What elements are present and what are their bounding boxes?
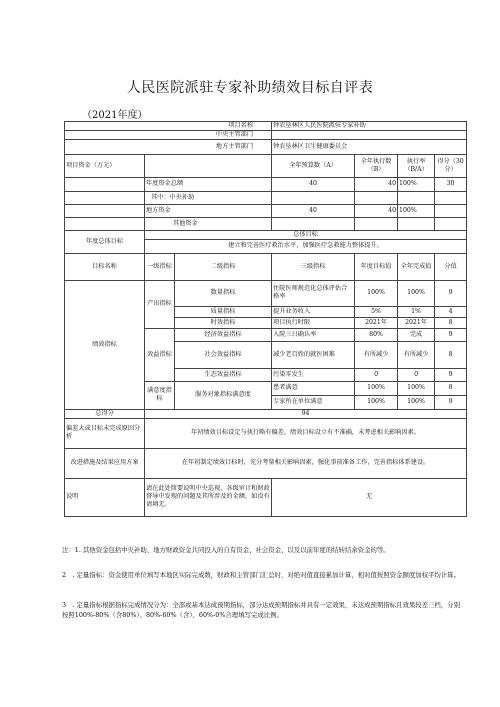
fund-row-total-budget: 40 <box>272 177 355 191</box>
overall-goal-content: 建立和完善医疗救治水平，加强医疗急救能力整体提升。 <box>145 239 467 253</box>
fund-row-total-label: 年度资金总额 <box>145 177 272 191</box>
deviation-content: 年初绩效目标设定与执行略有偏差，绩效目标设立有不准确，未考虑相关影响因素。 <box>145 418 467 448</box>
target-cell: 2021年 <box>355 317 398 328</box>
score-header: 得分（30分） <box>435 154 467 177</box>
note-3: 3 . 定量指标根据指标完成情况分为：全部或基本达成预期指标，部分达成预期指标并具有一定效果，未达成预期指标且效果较差三档，分别按照100%-80%（含80%）、80%-60%（含）、60%-0%合理填写完成比例。 <box>62 601 460 620</box>
central-dept-value <box>272 130 467 139</box>
points-cell: 9 <box>435 395 467 409</box>
points-cell: 8 <box>435 381 467 395</box>
fund-row-other-score <box>435 217 467 230</box>
deviation-label: 偏差大或目标未完成原因分析 <box>65 418 145 448</box>
remarks-content: 无 <box>272 478 467 516</box>
overall-goal-label: 年度总体目标 <box>65 230 145 253</box>
fund-row-central-label: 其中：中央补助 <box>145 191 272 204</box>
rate-header: 执行率（B/A） <box>398 154 435 177</box>
actual-cell: 100% <box>398 381 435 395</box>
target-cell: 80% <box>355 328 398 341</box>
improvement-label: 改进措施及结果应用方案 <box>65 448 145 478</box>
fund-row-other-label: 其他资金 <box>145 217 272 230</box>
points-cell: 8 <box>435 317 467 328</box>
budget-header: 全年预算数（A） <box>272 154 355 177</box>
funds-blank <box>65 204 145 217</box>
level2-cell: 数量指标 <box>175 280 272 306</box>
central-dept-label: 中央主管部门 <box>65 130 272 139</box>
target-cell: 0 <box>355 368 398 381</box>
report-year: （2021年度） <box>82 110 148 121</box>
fund-row-total-executed: 40 <box>355 177 398 191</box>
fund-row-central-executed <box>355 191 398 204</box>
target-cell: 100% <box>355 395 398 409</box>
level1-header: 一级指标 <box>145 253 175 280</box>
local-dept-value: 钟农垦林区卫生健康委员会 <box>272 139 467 154</box>
target-header: 年度目标值 <box>355 253 398 280</box>
level2-cell: 生态效益指标 <box>175 368 272 381</box>
fund-row-local-rate: 100% <box>398 204 435 217</box>
level3-cell: 减少老百姓的就医困难 <box>272 341 355 368</box>
project-name-label: 项目名称 <box>65 122 272 131</box>
page-title: 人民医院派驻专家补助绩效目标自评表 <box>126 80 374 96</box>
fund-row-total-score: 30 <box>435 177 467 191</box>
evaluation-table <box>64 121 467 517</box>
points-cell: 4 <box>435 306 467 317</box>
level3-cell: 入院三日确认率 <box>272 328 355 341</box>
points-cell: 8 <box>435 341 467 368</box>
level3-cell: 提升业务收入 <box>272 306 355 317</box>
improvement-content: 在年初制定绩效目标时，充分考量相关影响因素，强化事前准备工作，完善指标体系建设。 <box>145 448 467 478</box>
funds-header-blank <box>145 154 272 177</box>
level2-cell: 经济效益指标 <box>175 328 272 341</box>
actual-cell: 完成 <box>398 328 435 341</box>
level2-header: 二级指标 <box>175 253 272 280</box>
level2-cell: 质量指标 <box>175 306 272 317</box>
fund-row-central-rate <box>398 191 435 204</box>
level3-header: 三级指标 <box>272 253 355 280</box>
level2-cell: 社会效益指标 <box>175 341 272 368</box>
actual-header: 全年完成值 <box>398 253 435 280</box>
actual-cell: 100% <box>398 395 435 409</box>
target-cell: 有所减少 <box>355 341 398 368</box>
level1-output: 产出指标 <box>145 280 175 328</box>
actual-cell: 0 <box>398 368 435 381</box>
total-score-value: 94 <box>145 409 467 418</box>
actual-cell: 有所减少 <box>398 341 435 368</box>
points-cell: 9 <box>435 280 467 306</box>
level2-cell: 时效指标 <box>175 317 272 328</box>
remarks-hint: 请在此处简要说明中央巡视、各级审计和财政督导中发现的问题及其所涉及的金额，如没有请填无。 <box>145 478 272 516</box>
overall-goal-header: 总体目标 <box>145 230 467 239</box>
note-1: 注：1. 其他资金包括中央补助、地方财政资金共同投入的自有资金、社会资金、以及以前年度的结转结余资金的等。 <box>62 546 390 554</box>
funds-label: 项目资金（万元） <box>65 154 145 177</box>
actual-cell: 100% <box>398 280 435 306</box>
goal-name-header: 目标名称 <box>65 253 145 280</box>
level3-cell: 专家所在单位满意 <box>272 395 355 409</box>
points-header: 分值 <box>435 253 467 280</box>
fund-row-central-budget <box>272 191 355 204</box>
level1-satisfaction: 满意度指标 <box>145 381 175 409</box>
funds-blank <box>65 177 145 191</box>
executed-header: 全年执行数（B） <box>355 154 398 177</box>
level3-cell: 项目执行时限 <box>272 317 355 328</box>
fund-row-other-rate <box>398 217 435 230</box>
actual-cell: 2021年 <box>398 317 435 328</box>
total-score-label: 总得分 <box>65 409 145 418</box>
target-cell: 5% <box>355 306 398 317</box>
fund-row-local-executed: 40 <box>355 204 398 217</box>
note-2: 2 . 定量指标：资金使用单位填写本地区实际完成数，财政和主管部门汇总时，对绝对值直接累加计算，相对值按照资金额度加权平均计算。 <box>62 571 460 579</box>
level3-cell: 患者满意 <box>272 381 355 395</box>
level2-cell: 服务对象指标满意度 <box>175 381 272 409</box>
fund-row-total-rate: 100% <box>398 177 435 191</box>
fund-row-other-executed <box>355 217 398 230</box>
level1-benefit: 效益指标 <box>145 328 175 381</box>
local-dept-label: 地方主管部门 <box>65 139 272 154</box>
actual-cell: 1% <box>398 306 435 317</box>
points-cell: 9 <box>435 328 467 341</box>
target-cell: 100% <box>355 381 398 395</box>
fund-row-local-score <box>435 204 467 217</box>
target-cell: 100% <box>355 280 398 306</box>
level3-cell: 污染零发生 <box>272 368 355 381</box>
level3-cell: 住院医师规范化总体评估合格率 <box>272 280 355 306</box>
remarks-label: 说明 <box>65 478 145 516</box>
points-cell: 9 <box>435 368 467 381</box>
fund-row-other-budget <box>272 217 355 230</box>
project-name-value: 钟农垦林区人民医院派驻专家补助 <box>272 122 467 131</box>
funds-blank <box>65 191 145 204</box>
fund-row-local-label: 地方资金 <box>145 204 272 217</box>
fund-row-central-score <box>435 191 467 204</box>
funds-blank <box>65 217 145 230</box>
fund-row-local-budget: 40 <box>272 204 355 217</box>
performance-category: 绩效指标 <box>65 280 145 409</box>
